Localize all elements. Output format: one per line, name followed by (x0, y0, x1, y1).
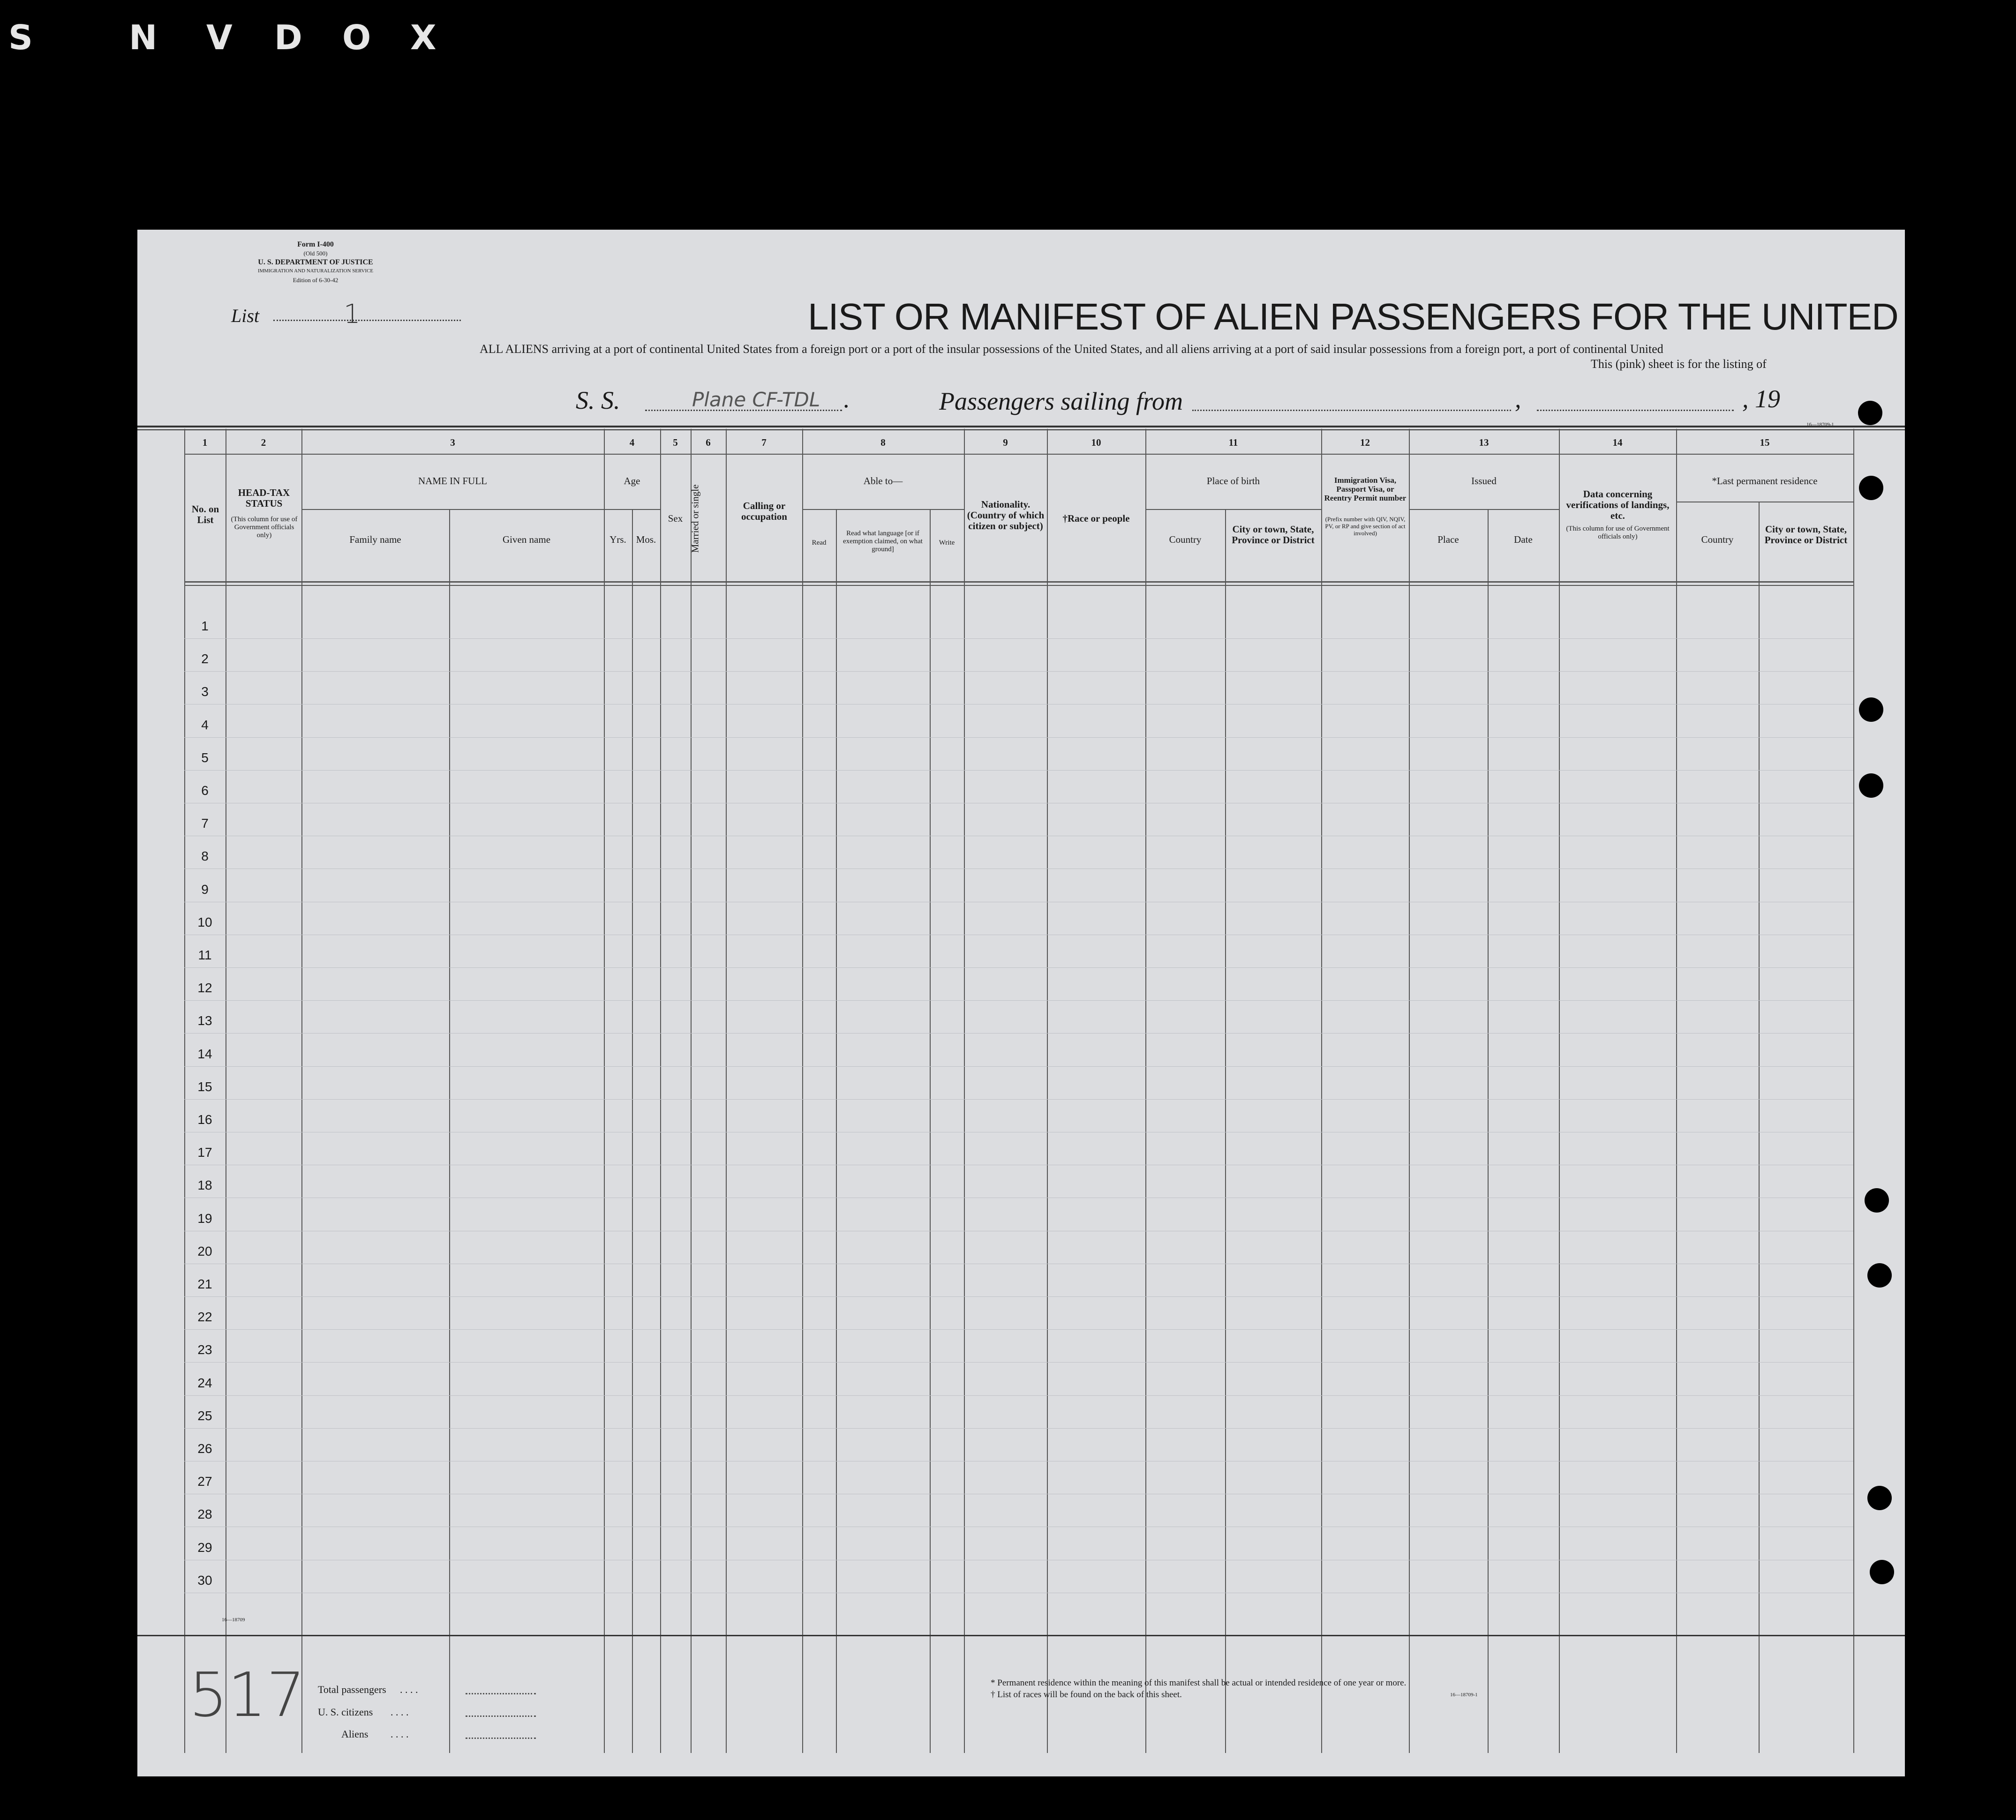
col-number: 12 (1360, 437, 1370, 448)
list-field-line (273, 320, 461, 321)
aliens-line (466, 1738, 536, 1739)
header-bottom-rule-thin (184, 585, 1853, 586)
torn-edge (1835, 230, 1905, 1776)
page-title: LIST OR MANIFEST OF ALIEN PASSENGERS FOR THE UNITED (808, 296, 1898, 337)
row-rule (184, 967, 1853, 968)
row-rule (184, 1033, 1853, 1034)
col-number: 6 (706, 437, 711, 448)
sailing-comma: , (1515, 385, 1521, 413)
col-line (964, 429, 965, 1753)
col-line (1321, 429, 1322, 1753)
col-line (604, 429, 605, 1753)
row-rule (184, 1066, 1853, 1067)
col-number: 7 (761, 437, 767, 448)
header-visa: Immigration Visa, Passport Visa, or Reentry Permit number (1324, 476, 1407, 502)
header-birth-city: City or town, State, Province or District (1232, 524, 1315, 546)
name-split-rule (301, 509, 604, 510)
row-number: 1 (201, 619, 209, 633)
total-passengers-line (466, 1693, 536, 1694)
col-line (660, 429, 661, 1753)
ss-value: Plane CF-TDL (692, 388, 820, 411)
row-rule (184, 671, 1853, 672)
service: IMMIGRATION AND NATURALIZATION SERVICE (257, 268, 374, 274)
col-number: 9 (1003, 437, 1008, 448)
col-line (930, 509, 931, 1753)
us-citizens-line (466, 1715, 536, 1717)
header-head-tax: HEAD-TAX STATUS (238, 487, 290, 509)
col-number: 14 (1612, 437, 1623, 448)
col-line (1047, 429, 1048, 1753)
row-number: 20 (197, 1243, 212, 1258)
col-number: 2 (261, 437, 266, 448)
row-number: 16 (197, 1112, 212, 1127)
col-number: 4 (629, 437, 635, 448)
header-age-yrs: Yrs. (609, 534, 626, 545)
punch-hole (1865, 1188, 1889, 1213)
col-number: 5 (673, 437, 678, 448)
punch-hole (1858, 401, 1882, 425)
subtitle-line-1: ALL ALIENS arriving at a port of continental United States from a foreign port or a port of the insular possessions of the United States, and all aliens arriving at a port of said insular possessions from a foreign port, a port of continental United (480, 342, 1663, 356)
row-number: 15 (197, 1079, 212, 1094)
row-number: 28 (197, 1507, 212, 1522)
row-number: 27 (197, 1474, 212, 1489)
col-number: 11 (1228, 437, 1238, 448)
punch-hole (1859, 476, 1883, 500)
row-rule (184, 1329, 1853, 1330)
row-rule (184, 638, 1853, 639)
row-rule (184, 770, 1853, 771)
sailing-label: Passengers sailing from (939, 387, 1183, 415)
row-rule (184, 737, 1853, 738)
row-number: 24 (197, 1375, 212, 1390)
punch-hole (1859, 773, 1883, 798)
row-number: 17 (197, 1145, 212, 1160)
header-no-on-list: No. on List (191, 503, 219, 525)
us-citizens-dots: . . . . (391, 1706, 409, 1718)
header-given-name: Given name (502, 534, 551, 545)
row-number: 19 (197, 1211, 212, 1226)
bottom-print-code: 16—18709 (222, 1617, 245, 1623)
row-rule (184, 1296, 1853, 1297)
col-line (726, 429, 727, 1753)
row-number: 4 (201, 717, 209, 732)
col-line (1853, 429, 1854, 1753)
print-code: 16—18709-1 (1806, 422, 1834, 427)
col-line (1409, 429, 1410, 1753)
aliens-label: Aliens (341, 1728, 369, 1740)
header-age-mos: Mos. (636, 534, 656, 545)
form-number: Form I-400 (297, 240, 334, 248)
sailing-field-line (1192, 410, 1511, 411)
department: U. S. DEPARTMENT OF JUSTICE (258, 258, 373, 266)
col-line (1145, 429, 1146, 1753)
header-verifications: Data concerning verifications of landings, etc. (1566, 488, 1670, 521)
header-family-name: Family name (349, 534, 401, 545)
bottom-rule (137, 1635, 1905, 1636)
header-bottom-rule (184, 581, 1853, 583)
total-passengers-dots: . . . . (400, 1684, 418, 1695)
header-issued: Issued (1471, 475, 1497, 487)
row-number: 14 (197, 1046, 212, 1061)
year-prefix: , 19 (1742, 385, 1780, 413)
row-number: 12 (197, 981, 212, 996)
row-number: 26 (197, 1441, 212, 1456)
header-place-of-birth: Place of birth (1206, 475, 1260, 487)
header-residence-city: City or town, State, Province or District (1764, 524, 1848, 546)
punch-hole (1867, 1486, 1892, 1510)
row-number: 21 (197, 1277, 212, 1291)
row-number: 5 (201, 750, 209, 765)
punch-hole (1867, 1263, 1892, 1288)
col-line (1225, 509, 1226, 1753)
col-line (836, 509, 837, 1753)
row-number: 30 (197, 1573, 212, 1588)
col-line (1759, 502, 1760, 1753)
column-number-rule (184, 454, 1853, 455)
row-number: 9 (201, 882, 209, 897)
ss-period: . (843, 385, 850, 413)
form-identification (222, 240, 409, 285)
ss-label: S. S. (576, 386, 620, 414)
col-line (1559, 429, 1560, 1753)
col-line (691, 429, 692, 1753)
aliens-dots: . . . . (391, 1728, 409, 1740)
header-race: †Race or people (1062, 513, 1130, 524)
film-edge-mark: V (206, 18, 233, 57)
film-edge-mark: S (8, 18, 33, 57)
date-field-line (1537, 410, 1734, 411)
header-verifications-note: (This column for use of Government officials only) (1566, 525, 1670, 540)
film-edge-mark: N (129, 18, 158, 57)
row-number: 23 (197, 1342, 212, 1357)
film-edge-mark: O (342, 18, 371, 57)
us-citizens-label: U. S. citizens (318, 1706, 373, 1718)
top-rule-thin (137, 429, 1905, 430)
header-able-read: Read (812, 539, 827, 547)
row-number: 6 (201, 783, 209, 798)
header-last-residence: *Last permanent residence (1712, 475, 1818, 487)
row-rule (184, 1362, 1853, 1363)
row-number: 3 (201, 684, 209, 699)
film-edge-mark: X (410, 18, 436, 57)
col-line (449, 509, 450, 1753)
row-rule (184, 1428, 1853, 1429)
header-age: Age (624, 475, 640, 487)
list-label: List (231, 305, 260, 326)
handwritten-page-number: 517 (189, 1659, 306, 1730)
header-name-in-full: NAME IN FULL (418, 475, 487, 487)
col-number: 15 (1760, 437, 1770, 448)
header-residence-country: Country (1701, 534, 1734, 545)
film-edge-mark: D (274, 18, 302, 57)
birth-split-rule (1145, 509, 1321, 510)
footnote-print-code: 16—18709-1 (1450, 1692, 1478, 1698)
subtitle-line-2: This (pink) sheet is for the listing of (1591, 357, 1767, 371)
row-number: 10 (197, 914, 212, 929)
row-number: 22 (197, 1310, 212, 1325)
footnote-races: † List of races will be found on the back of this sheet. (991, 1690, 1182, 1700)
col-number: 1 (202, 437, 208, 448)
header-head-tax-note: (This column for use of Government officials only) (231, 516, 298, 539)
punch-hole (1870, 1560, 1894, 1584)
row-number: 7 (201, 816, 209, 831)
header-birth-country: Country (1169, 534, 1202, 545)
row-rule (184, 1000, 1853, 1001)
col-line (802, 429, 803, 1753)
header-nationality: Nationality. (Country of which citizen or subject) (967, 499, 1045, 532)
col-number: 10 (1091, 437, 1101, 448)
able-split-rule (802, 509, 964, 510)
list-number: 1 (344, 299, 361, 330)
col-number: 8 (880, 437, 886, 448)
row-number: 18 (197, 1178, 212, 1193)
col-line (632, 509, 633, 1753)
header-married-single: Married or single (689, 484, 701, 553)
header-visa-note: (Prefix number with QIV, NQIV, PV, or RP and give section of act involved) (1325, 516, 1406, 537)
row-number: 25 (197, 1408, 212, 1423)
footnote-permanent-residence: * Permanent residence within the meaning of this manifest shall be actual or intended residence of one year or more. (991, 1678, 1407, 1688)
total-passengers-label: Total passengers (318, 1684, 386, 1695)
row-number: 11 (198, 948, 212, 962)
col-line (1676, 429, 1677, 1753)
row-rule (184, 1395, 1853, 1396)
form-old-number: (Old 500) (303, 250, 328, 257)
row-number: 29 (197, 1540, 212, 1555)
header-sex: Sex (668, 513, 683, 524)
col-line (301, 429, 302, 1753)
header-issued-date: Date (1514, 534, 1533, 545)
row-number: 8 (201, 849, 209, 864)
edition: Edition of 6-30-42 (293, 277, 339, 284)
col-number: 3 (450, 437, 455, 448)
header-able-write: Write (939, 539, 955, 547)
row-number: 2 (201, 652, 209, 667)
row-rule (184, 1099, 1853, 1100)
manifest-sheet (137, 230, 1905, 1776)
row-number: 13 (197, 1013, 212, 1028)
top-rule (137, 426, 1905, 427)
header-issued-place: Place (1437, 534, 1459, 545)
col-number: 13 (1479, 437, 1489, 448)
punch-hole (1859, 697, 1883, 722)
col-line (1488, 509, 1489, 1753)
issued-split-rule (1409, 509, 1559, 510)
header-able-to: Able to— (863, 475, 903, 487)
header-able-language: Read what language [or if exemption claimed, on what ground] (843, 530, 923, 553)
header-calling-occupation: Calling or occupation (741, 500, 787, 522)
